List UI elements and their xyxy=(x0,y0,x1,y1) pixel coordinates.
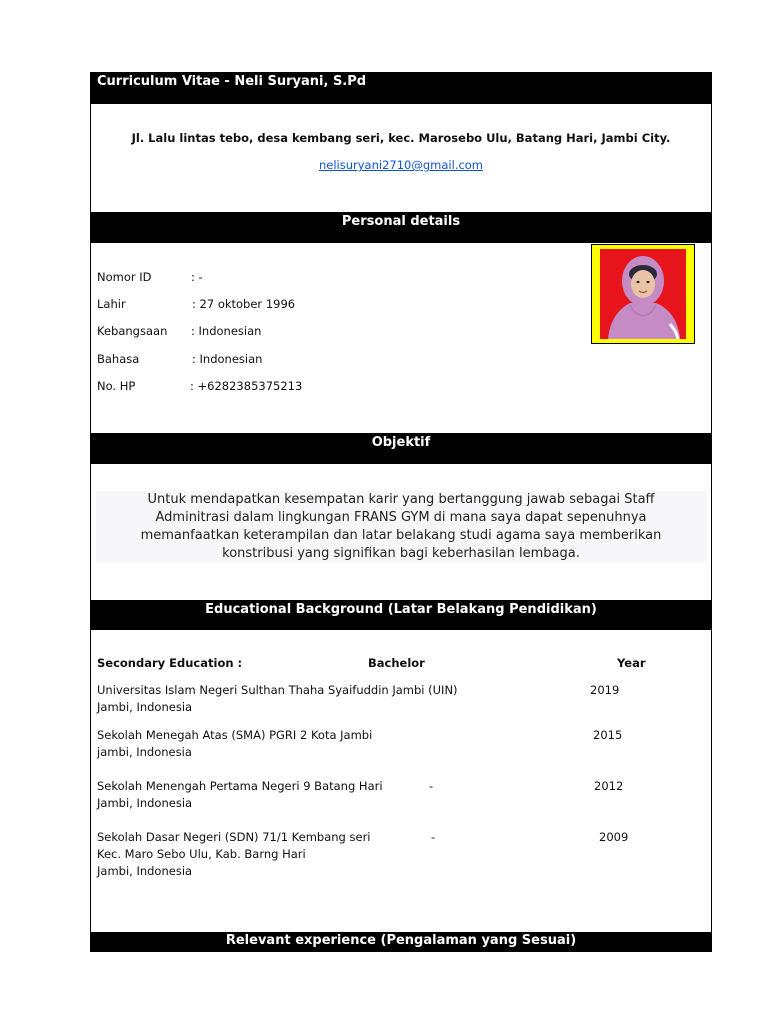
col-header-year: Year xyxy=(617,656,646,670)
school-year: 2015 xyxy=(593,728,623,742)
school-name: Universitas Islam Negeri Sulthan Thaha Syaifuddin Jambi (UIN) xyxy=(97,683,458,697)
school-year: 2019 xyxy=(590,683,620,697)
personal-value: : - xyxy=(191,270,203,284)
col-header-school: Secondary Education : xyxy=(97,656,243,670)
objective-line: Adminitrasi dalam lingkungan FRANS GYM di mana saya dapat sepenuhnya xyxy=(155,510,647,525)
school-location: jambi, Indonesia xyxy=(97,745,192,759)
objective-heading: Objektif xyxy=(371,435,431,450)
objective-line: Untuk mendapatkan kesempatan karir yang bertanggung jawab sebagai Staff xyxy=(147,492,655,507)
school-location: Jambi, Indonesia xyxy=(97,796,193,810)
cv-title: Curriculum Vitae - Neli Suryani, S.Pd xyxy=(97,74,367,89)
cv-title-bar xyxy=(90,72,712,104)
objective-line: konstribusi yang signifikan bagi keberhasilan lembaga. xyxy=(222,546,580,561)
school-name: Sekolah Menegah Atas (SMA) PGRI 2 Kota Jambi xyxy=(97,728,373,742)
personal-label: Bahasa xyxy=(97,352,140,366)
personal-details-heading: Personal details xyxy=(341,214,461,229)
education-bar xyxy=(90,600,712,630)
personal-label: Kebangsaan xyxy=(97,324,168,338)
experience-bar xyxy=(90,932,712,952)
school-year: 2012 xyxy=(594,779,624,793)
personal-value: : 27 oktober 1996 xyxy=(192,297,296,311)
school-year: 2009 xyxy=(599,830,629,844)
personal-value: : Indonesian xyxy=(191,324,262,338)
school-degree: - xyxy=(429,779,434,793)
col-header-degree: Bachelor xyxy=(368,656,425,670)
profile-photo-frame xyxy=(591,244,695,344)
school-address: Kec. Maro Sebo Ulu, Kab. Barng Hari xyxy=(97,847,306,861)
school-name: Sekolah Dasar Negeri (SDN) 71/1 Kembang seri xyxy=(97,830,371,844)
objective-text xyxy=(96,491,706,563)
school-name: Sekolah Menengah Pertama Negeri 9 Batang Hari xyxy=(97,779,383,793)
personal-label: No. HP xyxy=(97,379,136,393)
school-location: Jambi, Indonesia xyxy=(97,864,193,878)
email-link[interactable]: nelisuryani2710@gmail.com xyxy=(318,158,484,172)
personal-value: : Indonesian xyxy=(192,352,263,366)
personal-value: : +6282385375213 xyxy=(190,379,303,393)
objective-line: memanfaatkan keterampilan dan latar belakang studi agama saya memberikan xyxy=(140,528,662,543)
profile-photo xyxy=(600,249,686,339)
personal-label: Lahir xyxy=(97,297,126,311)
school-degree: - xyxy=(431,830,436,844)
experience-heading: Relevant experience (Pengalaman yang Sesuai) xyxy=(225,933,577,948)
objective-bar xyxy=(90,433,712,464)
personal-details-bar xyxy=(90,212,712,243)
address: Jl. Lalu lintas tebo, desa kembang seri, kec. Marosebo Ulu, Batang Hari, Jambi City. xyxy=(131,131,671,145)
personal-label: Nomor ID xyxy=(97,270,152,284)
education-heading: Educational Background (Latar Belakang Pendidikan) xyxy=(205,602,597,617)
person-hijab-icon xyxy=(600,249,686,339)
school-location: Jambi, Indonesia xyxy=(97,700,193,714)
